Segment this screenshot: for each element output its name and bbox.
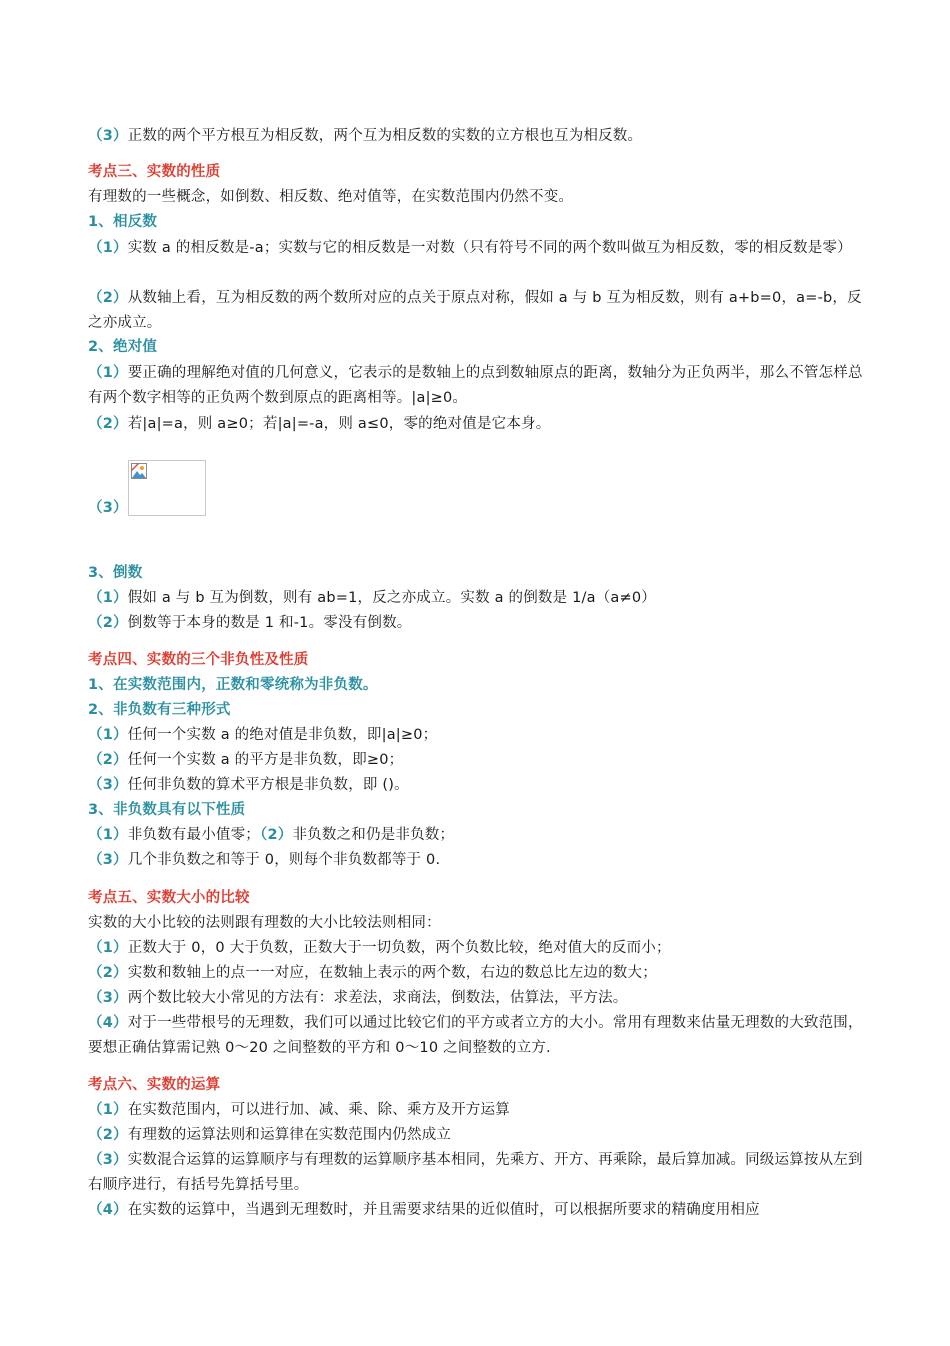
paragraph-compare-4 xyxy=(88,1011,868,1061)
item-number: （3） xyxy=(88,500,128,516)
item-text: 若|a|=a，则 a≥0；若|a|=-a，则 a≤0，零的绝对值是它本身。 xyxy=(127,416,551,432)
paragraph-forms-3 xyxy=(88,775,868,795)
paragraph-compare-3 xyxy=(88,988,868,1008)
item-text: 几个非负数之和等于 0，则每个非负数都等于 0. xyxy=(127,852,441,868)
item-number: （1） xyxy=(88,727,128,743)
paragraph-operations-1 xyxy=(88,1100,868,1120)
item-number: （3） xyxy=(88,1152,128,1168)
paragraph-operations-4 xyxy=(88,1200,868,1220)
item-number: （3） xyxy=(88,777,128,793)
item-text: 假如 a 与 b 互为倒数，则有 ab=1，反之亦成立。实数 a 的倒数是 1/a（a≠0） xyxy=(127,590,656,606)
item-text: 任何非负数的算术平方根是非负数，即 ()。 xyxy=(127,777,409,793)
paragraph-reciprocal-2 xyxy=(88,613,868,633)
paragraph-compare-1 xyxy=(88,938,868,958)
paragraph-operations-3 xyxy=(88,1148,868,1198)
missing-image-placeholder xyxy=(128,460,206,516)
paragraph-reciprocal-1 xyxy=(88,588,868,608)
item-number: （1） xyxy=(88,365,128,381)
paragraph-properties-3 xyxy=(88,850,868,870)
paragraph-opposite-1 xyxy=(88,236,868,261)
item-text: 倒数等于本身的数是 1 和-1。零没有倒数。 xyxy=(127,615,412,631)
item-text: 实数 a 的相反数是-a；实数与它的相反数是一对数（只有符号不同的两个数叫做互为相反数，零的相反数是零） xyxy=(127,240,852,256)
item-number: （1） xyxy=(88,1102,128,1118)
subheading-nonnegative-forms: 2、非负数有三种形式 xyxy=(88,702,231,718)
section-title-3: 考点三、实数的性质 xyxy=(88,164,221,180)
item-text: 任何一个实数 a 的绝对值是非负数，即|a|≥0； xyxy=(127,727,438,743)
broken-image-icon xyxy=(131,463,147,479)
section-intro-3: 有理数的一些概念，如倒数、相反数、绝对值等，在实数范围内仍然不变。 xyxy=(88,189,574,205)
subheading-nonnegative-properties: 3、非负数具有以下性质 xyxy=(88,802,246,818)
paragraph-opposite-2 xyxy=(88,286,868,336)
item-text: 在实数的运算中，当遇到无理数时，并且需要求结果的近似值时，可以根据所要求的精确度用相应 xyxy=(127,1202,760,1218)
item-text: 从数轴上看，互为相反数的两个数所对应的点关于原点对称，假如 a 与 b 互为相反数，则有 a+b=0，a=-b，反之亦成立。 xyxy=(88,290,862,331)
item-number: （2） xyxy=(88,965,128,981)
item-text: 要正确的理解绝对值的几何意义，它表示的是数轴上的点到数轴原点的距离，数轴分为正负两半，那么不管怎样总有两个数字相等的正负两个数到原点的距离相等。|a|≥0。 xyxy=(88,365,863,406)
section-title-5: 考点五、实数大小的比较 xyxy=(88,890,250,906)
subheading-reciprocal: 3、倒数 xyxy=(88,565,143,581)
item-text: 非负数之和仍是非负数； xyxy=(292,827,455,843)
item-number: （2） xyxy=(88,1127,128,1143)
item-text: 非负数有最小值零； xyxy=(127,827,261,843)
item-number: （1） xyxy=(88,827,128,843)
item-number: （3） xyxy=(88,128,128,144)
paragraph-absolute-1 xyxy=(88,361,868,411)
section-intro-5: 实数的大小比较的法则跟有理数的大小比较法则相同： xyxy=(88,915,441,931)
subheading-absolute-value: 2、绝对值 xyxy=(88,339,158,355)
paragraph-forms-1 xyxy=(88,725,868,745)
paragraph-compare-2 xyxy=(88,963,868,983)
item-number: （1） xyxy=(88,240,128,256)
item-text: 对于一些带根号的无理数，我们可以通过比较它们的平方或者立方的大小。常用有理数来估量无理数的大致范围，要想正确估算需记熟 0～20 之间整数的平方和 0～10 之间整数的立方. xyxy=(88,1015,863,1056)
item-text: 在实数范围内，可以进行加、减、乘、除、乘方及开方运算 xyxy=(127,1102,510,1118)
paragraph-forms-2 xyxy=(88,750,868,770)
paragraph-operations-2 xyxy=(88,1125,868,1145)
item-text: 正数大于 0，0 大于负数，正数大于一切负数，两个负数比较，绝对值大的反而小； xyxy=(127,940,671,956)
subheading-opposite-number: 1、相反数 xyxy=(88,214,158,230)
subheading-nonnegative-def: 1、在实数范围内，正数和零统称为非负数。 xyxy=(88,677,378,693)
section-title-4: 考点四、实数的三个非负性及性质 xyxy=(88,652,309,668)
item-text: 两个数比较大小常见的方法有：求差法，求商法，倒数法，估算法，平方法。 xyxy=(127,990,628,1006)
section-title-6: 考点六、实数的运算 xyxy=(88,1077,221,1093)
item-text: 实数和数轴上的点一一对应，在数轴上表示的两个数，右边的数总比左边的数大； xyxy=(127,965,657,981)
item-number: （1） xyxy=(88,940,128,956)
item-text: 有理数的运算法则和运算律在实数范围内仍然成立 xyxy=(127,1127,452,1143)
item-number: （2） xyxy=(260,827,293,843)
item-text: 实数混合运算的运算顺序与有理数的运算顺序基本相同，先乘方、开方、再乘除，最后算加减。同级运算按从左到右顺序进行，有括号先算括号里。 xyxy=(88,1152,863,1193)
item-number: （4） xyxy=(88,1015,128,1031)
item-text: 正数的两个平方根互为相反数，两个互为相反数的实数的立方根也互为相反数。 xyxy=(127,128,643,144)
item-number: （3） xyxy=(88,852,128,868)
paragraph-properties-1-2 xyxy=(88,825,868,845)
item-number: （3） xyxy=(88,990,128,1006)
item-text: 任何一个实数 a 的平方是非负数，即≥0； xyxy=(127,752,404,768)
paragraph-absolute-2 xyxy=(88,414,868,434)
item-number: （2） xyxy=(88,416,128,432)
item-number: （2） xyxy=(88,615,128,631)
paragraph-p1 xyxy=(88,126,868,146)
item-number: （2） xyxy=(88,752,128,768)
item-number: （4） xyxy=(88,1202,128,1218)
item-number: （1） xyxy=(88,590,128,606)
item-number: （2） xyxy=(88,290,128,306)
